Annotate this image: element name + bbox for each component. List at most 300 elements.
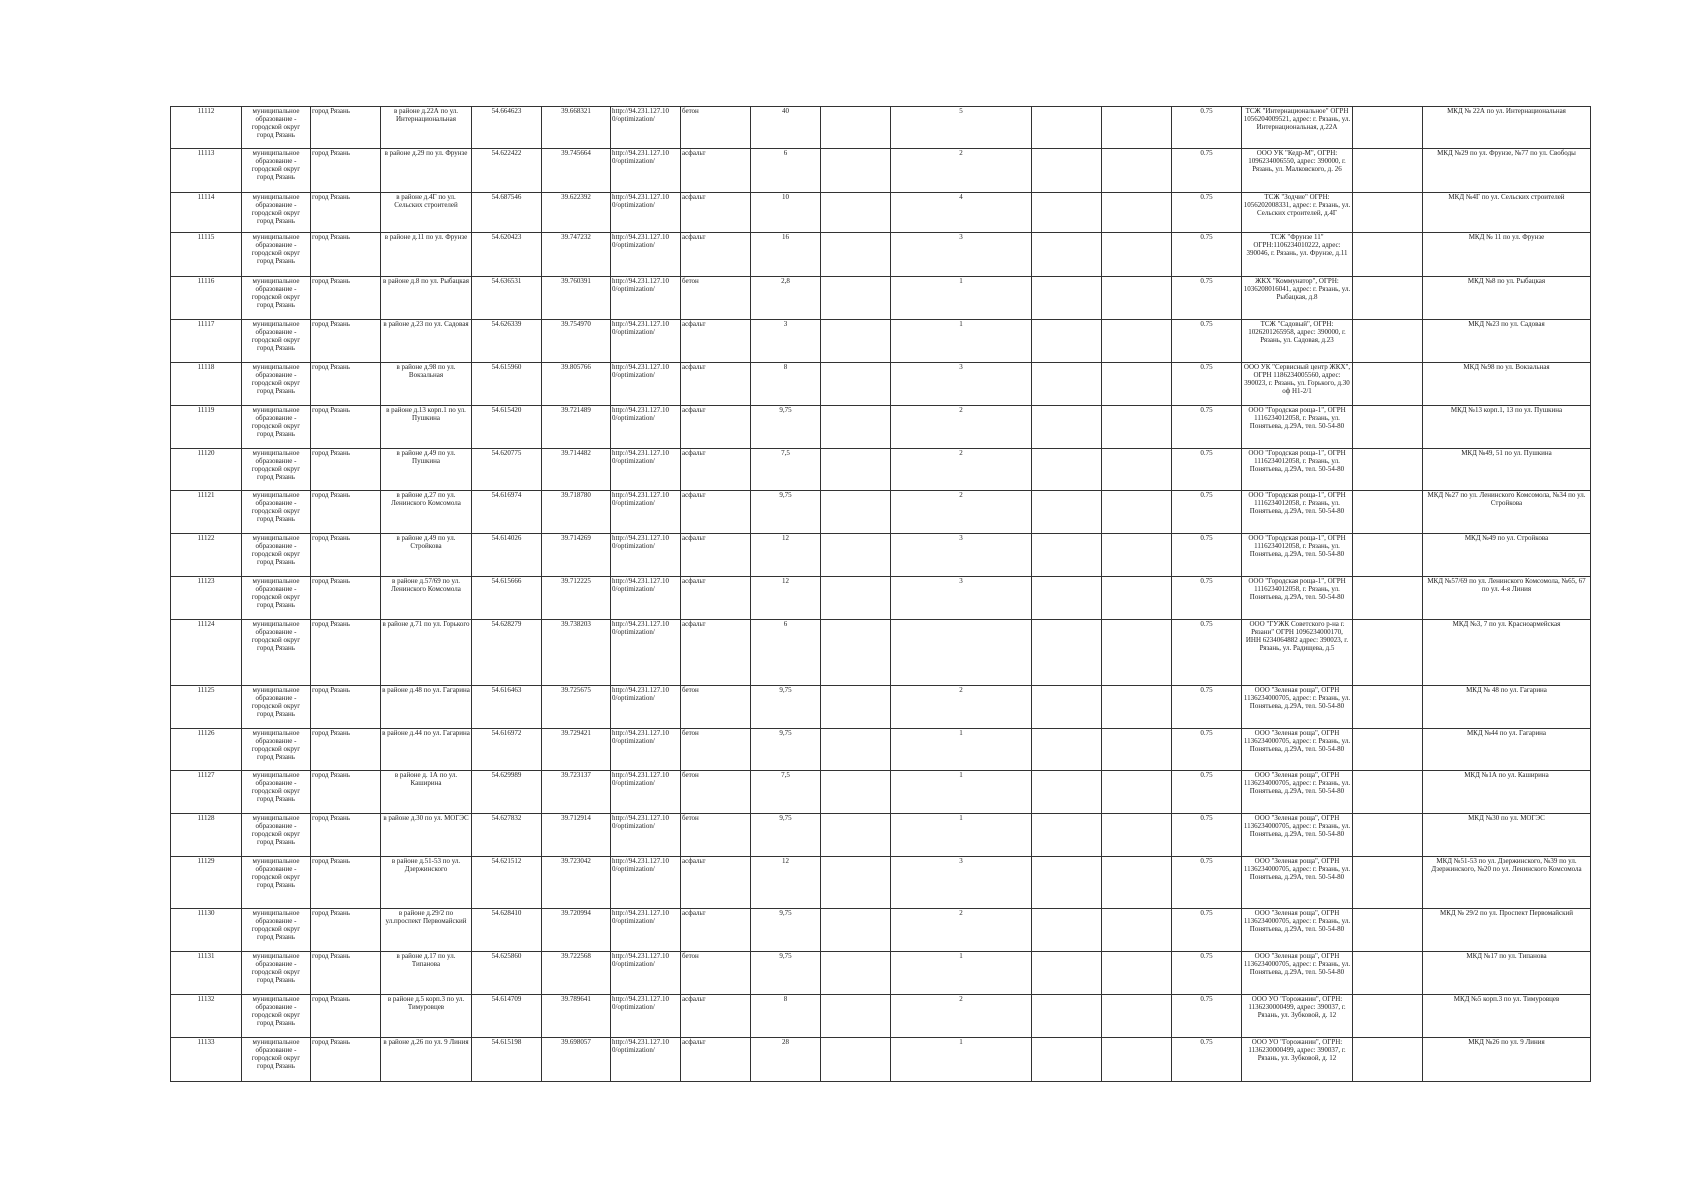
container-volume-cell: 0.75 [1172,449,1242,491]
surface-cell: асфальт [681,577,751,620]
settlement-cell: город Рязань [311,857,381,909]
longitude-cell: 39.698057 [542,1038,611,1082]
map-link-cell[interactable]: http://94.231.127.10 0/optimization/ [611,277,681,320]
owner-cell: ООО "Зеленая роща", ОГРН 1136234000705, адрес: г. Рязань, ул. Понятьева, д.29А, тел. 50-54-80 [1242,814,1353,857]
owner-cell: ООО "Зеленая роща", ОГРН 1136234000705, адрес: г. Рязань, ул. Понятьева, д.29А, тел. 50-54-80 [1242,909,1353,952]
table-row [171,193,1591,233]
waste-source-cell: МКД №49 по ул. Стройкова [1423,534,1591,577]
latitude-cell: 54.625860 [472,952,542,995]
table-row [171,857,1591,909]
empty-cell [821,149,891,193]
municipality-cell: муниципальное образование - городской округ город Рязань [242,686,311,729]
area-cell: 8 [751,363,821,406]
municipality-cell: муниципальное образование - городской округ город Рязань [242,534,311,577]
owner-cell: ТСЖ "Садовый", ОГРН: 1026201265958, адрес: 390000, г. Рязань, ул. Садовая, д.23 [1242,320,1353,363]
owner-cell: ООО УК "Сервисный центр ЖКХ", ОГРН 1186234005560, адрес: 390023, г. Рязань, ул. Горького, д.30 оф Н1-2/1 [1242,363,1353,406]
address-cell: в районе д.29 по ул. Фрунзе [381,149,472,193]
row-id-cell: 11132 [171,995,242,1038]
empty-cell [821,233,891,277]
empty-cell [1102,149,1172,193]
empty-cell [1102,952,1172,995]
area-cell: 9,75 [751,729,821,771]
address-cell: в районе д.8 по ул. Рыбацкая [381,277,472,320]
container-count-cell: 2 [891,449,1032,491]
empty-cell [1032,149,1102,193]
municipality-cell: муниципальное образование - городской округ город Рязань [242,107,311,149]
owner-cell: ЖКХ "Коммунатор", ОГРН: 1036208016041, адрес: г. Рязань, ул. Рыбацкая, д.8 [1242,277,1353,320]
latitude-cell: 54.615960 [472,363,542,406]
empty-cell [1102,277,1172,320]
container-count-cell: 3 [891,363,1032,406]
container-volume-cell: 0.75 [1172,491,1242,534]
empty-cell [1102,729,1172,771]
address-cell: в районе д.30 по ул. МОГЭС [381,814,472,857]
empty-cell [821,771,891,814]
longitude-cell: 39.760391 [542,277,611,320]
surface-cell: асфальт [681,363,751,406]
waste-source-cell: МКД №51-53 по ул. Дзержинского, №39 по ул. Дзержинского, №20 по ул. Ленинского Комсомола [1423,857,1591,909]
empty-cell [1102,107,1172,149]
row-id-cell: 11115 [171,233,242,277]
empty-cell [1102,449,1172,491]
empty-cell [1102,193,1172,233]
empty-cell [1102,320,1172,363]
row-id-cell: 11127 [171,771,242,814]
table-row [171,449,1591,491]
map-link-cell[interactable]: http://94.231.127.10 0/optimization/ [611,771,681,814]
empty-cell [1353,277,1423,320]
empty-cell [1102,233,1172,277]
row-id-cell: 11120 [171,449,242,491]
map-link-cell[interactable]: http://94.231.127.10 0/optimization/ [611,363,681,406]
empty-cell [1353,1038,1423,1082]
table-row [171,277,1591,320]
latitude-cell: 54.620423 [472,233,542,277]
longitude-cell: 39.729421 [542,729,611,771]
area-cell: 9,75 [751,686,821,729]
longitude-cell: 39.789641 [542,995,611,1038]
address-cell: в районе д.17 по ул. Типанова [381,952,472,995]
surface-cell: бетон [681,771,751,814]
surface-cell: бетон [681,814,751,857]
settlement-cell: город Рязань [311,233,381,277]
table-row [171,534,1591,577]
container-count-cell: 1 [891,729,1032,771]
latitude-cell: 54.687546 [472,193,542,233]
map-link-cell[interactable]: http://94.231.127.10 0/optimization/ [611,729,681,771]
waste-source-cell: МКД №5 корп.3 по ул. Тимуровцев [1423,995,1591,1038]
empty-cell [1032,729,1102,771]
empty-cell [821,995,891,1038]
empty-cell [1032,277,1102,320]
empty-cell [821,620,891,686]
surface-cell: асфальт [681,406,751,449]
empty-cell [821,909,891,952]
address-cell: в районе д.5 корп.3 по ул. Тимуровцев [381,995,472,1038]
row-id-cell: 11114 [171,193,242,233]
table-row [171,363,1591,406]
address-cell: в районе д.22А по ул. Интернациональная [381,107,472,149]
owner-cell: ТСЖ "Зодчие" ОГРН: 1056202008331, адрес: г. Рязань, ул. Сельских строителей, д.4Г [1242,193,1353,233]
table-row [171,406,1591,449]
latitude-cell: 54.614026 [472,534,542,577]
settlement-cell: город Рязань [311,193,381,233]
empty-cell [1032,363,1102,406]
empty-cell [1353,193,1423,233]
latitude-cell: 54.626339 [472,320,542,363]
surface-cell: асфальт [681,320,751,363]
map-link-cell[interactable]: http://94.231.127.10 0/optimization/ [611,107,681,149]
owner-cell: ООО "Городская роща-1", ОГРН 1116234012058, г. Рязань, ул. Понятьева, д.29А, тел. 50-54-80 [1242,449,1353,491]
empty-cell [821,952,891,995]
surface-cell: асфальт [681,909,751,952]
empty-cell [1032,107,1102,149]
empty-cell [1353,729,1423,771]
table-body [171,107,1591,1082]
area-cell: 28 [751,1038,821,1082]
owner-cell: ТСЖ "Фрунзе 11" ОГРН:1106234010222, адрес: 390046, г. Рязань, ул. Фрунзе, д.11 [1242,233,1353,277]
owner-cell: ООО "Зеленая роща", ОГРН 1136234000705, адрес: г. Рязань, ул. Понятьева, д.29А, тел. 50-54-80 [1242,729,1353,771]
map-link-cell[interactable]: http://94.231.127.10 0/optimization/ [611,995,681,1038]
waste-source-cell: МКД №98 по ул. Вокзальная [1423,363,1591,406]
address-cell: в районе д.51-53 по ул. Дзержинского [381,857,472,909]
map-link-cell[interactable]: http://94.231.127.10 0/optimization/ [611,686,681,729]
empty-cell [1102,406,1172,449]
municipality-cell: муниципальное образование - городской округ город Рязань [242,149,311,193]
container-volume-cell: 0.75 [1172,771,1242,814]
surface-cell: асфальт [681,449,751,491]
owner-cell: ТСЖ "Интернациональное" ОГРН 1056204009521, адрес: г. Рязань, ул. Интернациональная, д.22А [1242,107,1353,149]
container-count-cell [891,620,1032,686]
longitude-cell: 39.722568 [542,952,611,995]
empty-cell [1032,952,1102,995]
empty-cell [1353,149,1423,193]
container-volume-cell: 0.75 [1172,577,1242,620]
settlement-cell: город Рязань [311,729,381,771]
empty-cell [1032,449,1102,491]
settlement-cell: город Рязань [311,771,381,814]
longitude-cell: 39.668321 [542,107,611,149]
map-link-cell[interactable]: http://94.231.127.10 0/optimization/ [611,449,681,491]
address-cell: в районе д.49 по ул. Пушкина [381,449,472,491]
address-cell: в районе д.23 по ул. Садовая [381,320,472,363]
address-cell: в районе д.27 по ул. Ленинского Комсомола [381,491,472,534]
container-count-cell: 1 [891,320,1032,363]
longitude-cell: 39.718780 [542,491,611,534]
area-cell: 16 [751,233,821,277]
empty-cell [1102,909,1172,952]
empty-cell [1032,406,1102,449]
settlement-cell: город Рязань [311,363,381,406]
container-count-cell: 3 [891,534,1032,577]
owner-cell: ООО "ГУЖК Советского р-на г. Рязани" ОГРН 1096234000170, ИНН 6234064882 адрес: 390023, г. Рязань, ул. Радищева, д.5 [1242,620,1353,686]
empty-cell [1353,620,1423,686]
municipality-cell: муниципальное образование - городской округ город Рязань [242,193,311,233]
empty-cell [1032,814,1102,857]
row-id-cell: 11121 [171,491,242,534]
latitude-cell: 54.615666 [472,577,542,620]
address-cell: в районе д.57/69 по ул. Ленинского Комсомола [381,577,472,620]
empty-cell [1032,534,1102,577]
owner-cell: ООО "Зеленая роща", ОГРН 1136234000705, адрес: г. Рязань, ул. Понятьева, д.29А, тел. 50-54-80 [1242,686,1353,729]
row-id-cell: 11117 [171,320,242,363]
waste-source-cell: МКД №17 по ул. Типанова [1423,952,1591,995]
container-count-cell: 2 [891,491,1032,534]
empty-cell [821,107,891,149]
empty-cell [1353,406,1423,449]
settlement-cell: город Рязань [311,1038,381,1082]
municipality-cell: муниципальное образование - городской округ город Рязань [242,233,311,277]
address-cell: в районе д.44 по ул. Гагарина [381,729,472,771]
municipality-cell: муниципальное образование - городской округ город Рязань [242,406,311,449]
longitude-cell: 39.745664 [542,149,611,193]
area-cell: 12 [751,857,821,909]
row-id-cell: 11119 [171,406,242,449]
empty-cell [821,857,891,909]
municipality-cell: муниципальное образование - городской округ город Рязань [242,857,311,909]
settlement-cell: город Рязань [311,577,381,620]
map-link-cell[interactable]: http://94.231.127.10 0/optimization/ [611,534,681,577]
map-link-cell[interactable]: http://94.231.127.10 0/optimization/ [611,149,681,193]
latitude-cell: 54.636531 [472,277,542,320]
address-cell: в районе д.13 корп.1 по ул. Пушкина [381,406,472,449]
longitude-cell: 39.721489 [542,406,611,449]
latitude-cell: 54.621512 [472,857,542,909]
surface-cell: асфальт [681,1038,751,1082]
empty-cell [1102,363,1172,406]
surface-cell: асфальт [681,149,751,193]
container-volume-cell: 0.75 [1172,952,1242,995]
owner-cell: ООО "Зеленая роща", ОГРН 1136234000705, адрес: г. Рязань, ул. Понятьева, д.29А, тел. 50-54-80 [1242,857,1353,909]
area-cell: 9,75 [751,952,821,995]
container-volume-cell: 0.75 [1172,620,1242,686]
waste-source-cell: МКД №4Г по ул. Сельских строителей [1423,193,1591,233]
table-row [171,149,1591,193]
empty-cell [1102,771,1172,814]
row-id-cell: 11116 [171,277,242,320]
map-link-cell[interactable]: http://94.231.127.10 0/optimization/ [611,491,681,534]
settlement-cell: город Рязань [311,995,381,1038]
owner-cell: ООО УК "Кедр-М", ОГРН: 1096234006550, адрес: 390000, г. Рязань, ул. Малковского, д. 26 [1242,149,1353,193]
area-cell: 9,75 [751,491,821,534]
empty-cell [1353,107,1423,149]
empty-cell [1032,995,1102,1038]
address-cell: в районе д.98 по ул. Вокзальная [381,363,472,406]
table-row [171,909,1591,952]
container-count-cell: 2 [891,406,1032,449]
container-count-cell: 1 [891,1038,1032,1082]
settlement-cell: город Рязань [311,491,381,534]
surface-cell: бетон [681,729,751,771]
empty-cell [1353,814,1423,857]
settlement-cell: город Рязань [311,620,381,686]
waste-source-cell: МКД №23 по ул. Садовая [1423,320,1591,363]
container-volume-cell: 0.75 [1172,406,1242,449]
map-link-cell[interactable]: http://94.231.127.10 0/optimization/ [611,1038,681,1082]
owner-cell: ООО "Зеленая роща", ОГРН 1136234000705, адрес: г. Рязань, ул. Понятьева, д.29А, тел. 50-54-80 [1242,771,1353,814]
container-volume-cell: 0.75 [1172,233,1242,277]
container-count-cell: 2 [891,995,1032,1038]
longitude-cell: 39.712914 [542,814,611,857]
latitude-cell: 54.627832 [472,814,542,857]
municipality-cell: муниципальное образование - городской округ город Рязань [242,814,311,857]
owner-cell: ООО "Городская роща-1", ОГРН 1116234012058, г. Рязань, ул. Понятьева, д.29А, тел. 50-54-80 [1242,491,1353,534]
waste-source-cell: МКД №57/69 по ул. Ленинского Комсомола, №65, 67 по ул. 4-я Линия [1423,577,1591,620]
map-link-cell[interactable]: http://94.231.127.10 0/optimization/ [611,233,681,277]
map-link-cell[interactable]: http://94.231.127.10 0/optimization/ [611,320,681,363]
longitude-cell: 39.738203 [542,620,611,686]
container-count-cell: 5 [891,107,1032,149]
area-cell: 6 [751,149,821,193]
empty-cell [821,729,891,771]
table-row [171,107,1591,149]
settlement-cell: город Рязань [311,909,381,952]
row-id-cell: 11128 [171,814,242,857]
area-cell: 6 [751,620,821,686]
table-row [171,233,1591,277]
empty-cell [1032,686,1102,729]
surface-cell: асфальт [681,534,751,577]
empty-cell [1102,491,1172,534]
container-volume-cell: 0.75 [1172,320,1242,363]
container-volume-cell: 0.75 [1172,729,1242,771]
map-link-cell[interactable]: http://94.231.127.10 0/optimization/ [611,909,681,952]
area-cell: 40 [751,107,821,149]
table-row [171,620,1591,686]
empty-cell [821,491,891,534]
empty-cell [821,814,891,857]
container-count-cell: 2 [891,149,1032,193]
row-id-cell: 11118 [171,363,242,406]
waste-source-cell: МКД № 48 по ул. Гагарина [1423,686,1591,729]
empty-cell [821,577,891,620]
surface-cell: бетон [681,277,751,320]
surface-cell: асфальт [681,491,751,534]
address-cell: в районе д.11 по ул. Фрунзе [381,233,472,277]
address-cell: в районе д. 1А по ул. Каширина [381,771,472,814]
settlement-cell: город Рязань [311,107,381,149]
empty-cell [1353,320,1423,363]
map-link-cell[interactable]: http://94.231.127.10 0/optimization/ [611,952,681,995]
longitude-cell: 39.754970 [542,320,611,363]
longitude-cell: 39.622392 [542,193,611,233]
latitude-cell: 54.664623 [472,107,542,149]
longitude-cell: 39.723137 [542,771,611,814]
empty-cell [1102,620,1172,686]
latitude-cell: 54.616463 [472,686,542,729]
municipality-cell: муниципальное образование - городской округ город Рязань [242,363,311,406]
table-row [171,814,1591,857]
municipality-cell: муниципальное образование - городской округ город Рязань [242,449,311,491]
waste-source-cell: МКД №49, 51 по ул. Пушкина [1423,449,1591,491]
waste-source-cell: МКД №29 по ул. Фрунзе, №77 по ул. Свободы [1423,149,1591,193]
settlement-cell: город Рязань [311,149,381,193]
longitude-cell: 39.720994 [542,909,611,952]
settlement-cell: город Рязань [311,320,381,363]
map-link-cell[interactable]: http://94.231.127.10 0/optimization/ [611,814,681,857]
address-cell: в районе д.48 по ул. Гагарина [381,686,472,729]
table-row [171,320,1591,363]
municipality-cell: муниципальное образование - городской округ город Рязань [242,729,311,771]
settlement-cell: город Рязань [311,952,381,995]
map-link-cell[interactable]: http://94.231.127.10 0/optimization/ [611,577,681,620]
empty-cell [1353,857,1423,909]
settlement-cell: город Рязань [311,449,381,491]
container-count-cell: 1 [891,277,1032,320]
container-volume-cell: 0.75 [1172,1038,1242,1082]
map-link-cell[interactable]: http://94.231.127.10 0/optimization/ [611,620,681,686]
row-id-cell: 11131 [171,952,242,995]
latitude-cell: 54.614709 [472,995,542,1038]
empty-cell [821,406,891,449]
row-id-cell: 11126 [171,729,242,771]
container-count-cell: 1 [891,952,1032,995]
empty-cell [1032,909,1102,952]
longitude-cell: 39.712225 [542,577,611,620]
area-cell: 12 [751,534,821,577]
waste-source-cell: МКД №44 по ул. Гагарина [1423,729,1591,771]
container-volume-cell: 0.75 [1172,686,1242,729]
address-cell: в районе д.29/2 по ул.проспект Первомайский [381,909,472,952]
empty-cell [821,449,891,491]
empty-cell [821,277,891,320]
empty-cell [1102,686,1172,729]
longitude-cell: 39.747232 [542,233,611,277]
area-cell: 2,8 [751,277,821,320]
row-id-cell: 11122 [171,534,242,577]
container-count-cell: 3 [891,577,1032,620]
municipality-cell: муниципальное образование - городской округ город Рязань [242,995,311,1038]
waste-source-cell: МКД №30 по ул. МОГЭС [1423,814,1591,857]
empty-cell [1353,449,1423,491]
map-link-cell[interactable]: http://94.231.127.10 0/optimization/ [611,857,681,909]
table-row [171,771,1591,814]
empty-cell [1032,857,1102,909]
table-row [171,577,1591,620]
container-volume-cell: 0.75 [1172,193,1242,233]
empty-cell [1353,577,1423,620]
empty-cell [1032,320,1102,363]
latitude-cell: 54.628279 [472,620,542,686]
empty-cell [1102,814,1172,857]
waste-source-cell: МКД №13 корп.1, 13 по ул. Пушкина [1423,406,1591,449]
longitude-cell: 39.714269 [542,534,611,577]
empty-cell [821,193,891,233]
waste-source-cell: МКД № 11 по ул. Фрунзе [1423,233,1591,277]
surface-cell: бетон [681,107,751,149]
owner-cell: ООО УО "Горожанин", ОГРН: 1136230000499, адрес: 390037, г. Рязань, ул. Зубковой, д. 12 [1242,995,1353,1038]
container-count-cell: 1 [891,771,1032,814]
latitude-cell: 54.629989 [472,771,542,814]
area-cell: 9,75 [751,909,821,952]
map-link-cell[interactable]: http://94.231.127.10 0/optimization/ [611,193,681,233]
map-link-cell[interactable]: http://94.231.127.10 0/optimization/ [611,406,681,449]
area-cell: 7,5 [751,771,821,814]
container-volume-cell: 0.75 [1172,995,1242,1038]
longitude-cell: 39.723042 [542,857,611,909]
container-volume-cell: 0.75 [1172,363,1242,406]
latitude-cell: 54.622422 [472,149,542,193]
latitude-cell: 54.616972 [472,729,542,771]
municipality-cell: муниципальное образование - городской округ город Рязань [242,909,311,952]
empty-cell [821,1038,891,1082]
waste-source-cell: МКД № 22А по ул. Интернациональная [1423,107,1591,149]
longitude-cell: 39.805766 [542,363,611,406]
address-cell: в районе д.49 по ул. Стройкова [381,534,472,577]
empty-cell [1353,491,1423,534]
surface-cell: асфальт [681,995,751,1038]
empty-cell [1353,909,1423,952]
